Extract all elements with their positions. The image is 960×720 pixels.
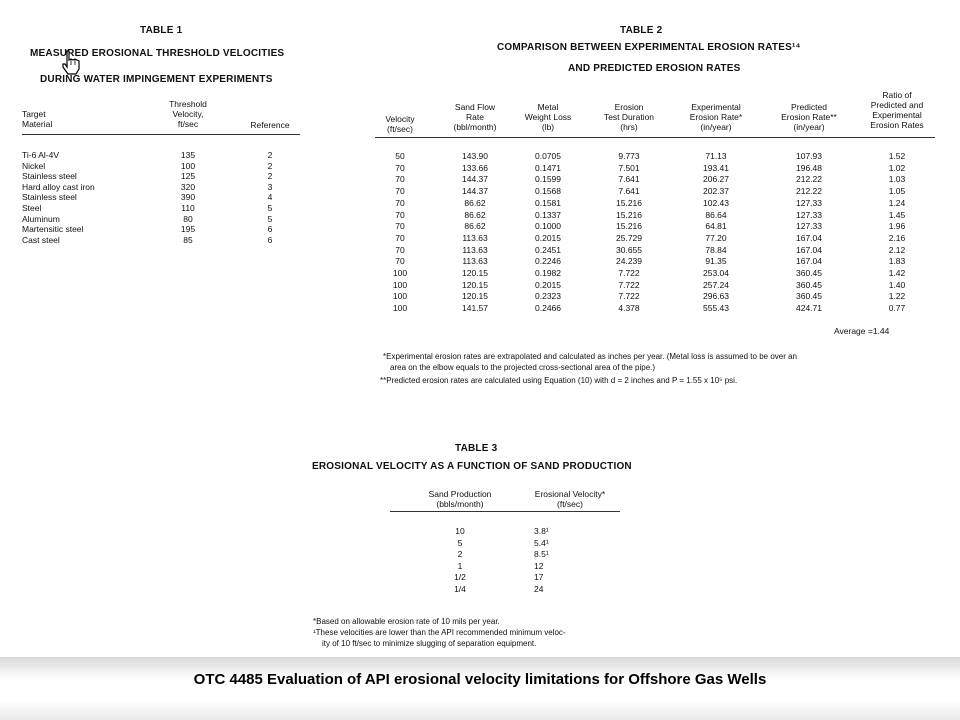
table2-cell: 15.216	[616, 209, 642, 220]
table1-cell-material: Aluminum	[22, 213, 60, 224]
table2-cell: 1.45	[888, 209, 906, 220]
table1-cell-material: Stainless steel	[22, 192, 77, 203]
table2-note2: **Predicted erosion rates are calculated using Equation (10) with d = 2 inches and P = 1.55 x 10⁵ psi.	[380, 376, 738, 385]
table2-cell: 212.22	[796, 186, 822, 197]
table2-cell: 70	[395, 221, 405, 232]
table2-title-line2: AND PREDICTED EROSION RATES	[568, 63, 741, 74]
table2-cell: 120.15	[462, 279, 488, 290]
table2-cell: 113.63	[462, 232, 488, 243]
table2-header-1: Sand Flow Rate (bbl/month)	[453, 102, 497, 132]
table2-cell: 1.22	[888, 291, 906, 302]
table1-cell-material: Nickel	[22, 160, 46, 171]
table2-cell: 1.83	[888, 256, 906, 267]
table2-note1-line1: *Experimental erosion rates are extrapolated and calculated as inches per year. (Metal loss is assumed to be over an	[383, 352, 797, 361]
table1-cell-reference: 3	[267, 181, 273, 192]
table2-header-0: Velocity (ft/sec)	[385, 114, 415, 134]
table1-cell-velocity: 85	[183, 234, 193, 245]
table1-cell-velocity: 195	[180, 224, 196, 235]
table2-cell: 4.378	[618, 303, 640, 314]
table2-cell: 141.57	[462, 303, 488, 314]
table2-cell: 120.15	[462, 268, 488, 278]
table2-note1-line2: area on the elbow equals to the projected cross-sectional area of the pipe.)	[390, 363, 656, 372]
table2-cell: 64.81	[705, 221, 727, 232]
table2-cell: 0.2015	[535, 232, 561, 243]
table2-header-4: Experimental Erosion Rate* (in/year)	[689, 102, 743, 132]
table2-cell: 253.04	[703, 268, 729, 278]
table2-cell: 70	[395, 209, 405, 220]
footer-caption: OTC 4485 Evaluation of API erosional velocity limitations for Offshore Gas Wells	[193, 671, 767, 688]
table2-cell: 70	[395, 162, 405, 173]
table2-cell: 7.722	[618, 268, 640, 278]
table2-cell: 0.1581	[535, 197, 561, 208]
table2-cell: 0.1982	[535, 268, 561, 278]
table1-cell-reference: 2	[267, 171, 273, 182]
table3-label: TABLE 3	[455, 443, 498, 454]
table2-cell: 143.90	[462, 151, 488, 161]
table3-cell-sand: 2	[457, 549, 463, 560]
table2-cell: 78.84	[705, 244, 727, 255]
table2-cell: 296.63	[703, 291, 729, 302]
table2-cell: 1.52	[888, 151, 906, 161]
table2-cell: 0.1337	[535, 209, 561, 220]
table2-cell: 7.722	[618, 291, 640, 302]
table2-header-2: Metal Weight Loss (lb)	[524, 102, 572, 132]
table3-col-velocity: Erosional Velocity* (ft/sec)	[534, 489, 606, 509]
table2-cell: 9.773	[618, 151, 640, 161]
table2-cell: 0.2466	[535, 303, 561, 314]
table1-col-reference: Reference	[250, 120, 290, 130]
table2-cell: 7.641	[618, 186, 640, 197]
table2-cell: 257.24	[703, 279, 729, 290]
table2-cell: 167.04	[796, 232, 822, 243]
table2-cell: 7.641	[618, 174, 640, 185]
table1-cell-velocity: 135	[180, 150, 196, 160]
table2-cell: 102.43	[703, 197, 729, 208]
table2-cell: 555.43	[703, 303, 729, 314]
table3-col-sand: Sand Production (bbls/month)	[428, 489, 492, 509]
hand-pointer-icon	[60, 50, 82, 76]
table2-cell: 360.45	[796, 279, 822, 290]
table3-note2-line2: ity of 10 ft/sec to minimize slugging of separation equipment.	[322, 639, 537, 648]
table3-header-rule	[390, 511, 620, 512]
table3-cell-velocity: 24	[534, 584, 544, 594]
table2-cell: 1.02	[888, 162, 906, 173]
table2-cell: 193.41	[703, 162, 729, 173]
table2-cell: 167.04	[796, 244, 822, 255]
table1-cell-reference: 2	[267, 160, 273, 171]
table2-cell: 100	[392, 279, 408, 290]
table2-cell: 86.62	[464, 221, 486, 232]
table2-cell: 0.2015	[535, 279, 561, 290]
table2-cell: 71.13	[705, 151, 727, 161]
table2-cell: 202.37	[703, 186, 729, 197]
table2-cell: 70	[395, 197, 405, 208]
table2-header-5: Predicted Erosion Rate** (in/year)	[781, 102, 837, 132]
table1-title-line2: DURING WATER IMPINGEMENT EXPERIMENTS	[40, 74, 273, 85]
table1-cell-reference: 5	[267, 203, 273, 213]
table3-cell-sand: 10	[455, 526, 465, 536]
table3-cell-sand: 1/2	[454, 572, 466, 583]
table1-cell-reference: 6	[267, 234, 273, 245]
table2-cell: 50	[395, 151, 405, 161]
table1-cell-velocity: 80	[183, 213, 193, 224]
table2-cell: 77.20	[705, 232, 727, 243]
table2-cell: 0.1599	[535, 174, 561, 185]
table2-cell: 0.1471	[535, 162, 561, 173]
table1-cell-velocity: 390	[180, 192, 196, 203]
table2-cell: 0.2451	[535, 244, 561, 255]
table1-col-target: Target Material	[22, 109, 53, 129]
table2-cell: 30.655	[616, 244, 642, 255]
table2-cell: 0.1568	[535, 186, 561, 197]
table2-cell: 86.62	[464, 209, 486, 220]
table3-title: EROSIONAL VELOCITY AS A FUNCTION OF SAND PRODUCTION	[312, 461, 632, 472]
table2-cell: 1.05	[888, 186, 906, 197]
table1-cell-material: Hard alloy cast iron	[22, 181, 95, 192]
table2-average: Average =1.44	[834, 326, 890, 336]
table1-cell-material: Steel	[22, 203, 42, 213]
table2-cell: 25.729	[616, 232, 642, 243]
table2-cell: 120.15	[462, 291, 488, 302]
table1-title-line1: MEASURED EROSIONAL THRESHOLD VELOCITIES	[30, 48, 285, 59]
table2-label: TABLE 2	[620, 25, 663, 36]
table2-cell: 0.77	[888, 303, 906, 314]
table2-cell: 113.63	[462, 256, 488, 267]
table2-header-rule	[375, 137, 935, 138]
table1-cell-material: Cast steel	[22, 234, 60, 245]
table2-cell: 424.71	[796, 303, 822, 314]
table2-cell: 1.24	[888, 197, 906, 208]
table2-cell: 144.37	[462, 186, 488, 197]
table3-cell-velocity: 17	[534, 572, 544, 583]
table1-cell-reference: 2	[267, 150, 273, 160]
table2-cell: 212.22	[796, 174, 822, 185]
table2-cell: 100	[392, 291, 408, 302]
table3-cell-sand: 5	[457, 537, 463, 548]
table2-cell: 2.16	[888, 232, 906, 243]
table1-cell-reference: 4	[267, 192, 273, 203]
table2-cell: 1.03	[888, 174, 906, 185]
table2-cell: 70	[395, 232, 405, 243]
table3-cell-velocity: 12	[534, 560, 544, 571]
table1-col-velocity: Threshold Velocity, ft/sec	[169, 99, 207, 129]
table2-cell: 86.64	[705, 209, 727, 220]
table2-header-6: Ratio of Predicted and Experimental Erosion Rates	[870, 90, 924, 130]
table2-cell: 100	[392, 303, 408, 314]
table2-cell: 24.239	[616, 256, 642, 267]
table2-cell: 360.45	[796, 291, 822, 302]
table2-cell: 1.42	[888, 268, 906, 278]
table2-cell: 7.722	[618, 279, 640, 290]
table2-cell: 70	[395, 186, 405, 197]
table2-header-3: Erosion Test Duration (hrs)	[603, 102, 655, 132]
table3-cell-velocity: 8.5¹	[534, 549, 549, 560]
table2-cell: 144.37	[462, 174, 488, 185]
table1-cell-reference: 6	[267, 224, 273, 235]
table3-note2-line1: ¹These velocities are lower than the API recommended minimum veloc-	[313, 628, 566, 637]
table2-cell: 0.2246	[535, 256, 561, 267]
table2-title-line1: COMPARISON BETWEEN EXPERIMENTAL EROSION RATES¹⁴	[497, 42, 801, 53]
table1-cell-velocity: 320	[180, 181, 196, 192]
table2-cell: 100	[392, 268, 408, 278]
table2-cell: 167.04	[796, 256, 822, 267]
table2-cell: 1.40	[888, 279, 906, 290]
table2-cell: 15.216	[616, 221, 642, 232]
table1-header-rule	[22, 134, 300, 135]
table2-cell: 2.12	[888, 244, 906, 255]
table1-cell-reference: 5	[267, 213, 273, 224]
table2-cell: 1.96	[888, 221, 906, 232]
table1-cell-material: Ti-6 Al-4V	[22, 150, 60, 160]
table3-cell-velocity: 3.8¹	[534, 526, 549, 536]
table3-cell-sand: 1	[457, 560, 463, 571]
table1-cell-velocity: 100	[180, 160, 196, 171]
table2-cell: 107.93	[796, 151, 822, 161]
table2-cell: 0.2323	[535, 291, 561, 302]
table1-label: TABLE 1	[140, 25, 183, 36]
table2-cell: 7.501	[618, 162, 640, 173]
table2-cell: 86.62	[464, 197, 486, 208]
table2-cell: 127.33	[796, 197, 822, 208]
table1-cell-velocity: 125	[180, 171, 196, 182]
table2-cell: 360.45	[796, 268, 822, 278]
table2-cell: 0.1000	[535, 221, 561, 232]
table2-cell: 91.35	[705, 256, 727, 267]
table1-cell-material: Stainless steel	[22, 171, 77, 182]
table2-cell: 113.63	[462, 244, 488, 255]
table2-cell: 15.216	[616, 197, 642, 208]
table1-cell-velocity: 110	[181, 203, 195, 213]
table2-cell: 206.27	[703, 174, 729, 185]
footer-bar	[0, 657, 960, 720]
table2-cell: 196.48	[796, 162, 822, 173]
table2-cell: 127.33	[796, 209, 822, 220]
table2-cell: 70	[395, 244, 405, 255]
table3-note1: *Based on allowable erosion rate of 10 mils per year.	[313, 617, 500, 626]
table3-cell-velocity: 5.4¹	[534, 537, 549, 548]
table3-cell-sand: 1/4	[454, 584, 466, 594]
table2-cell: 70	[395, 174, 405, 185]
table1-cell-material: Martensitic steel	[22, 224, 84, 235]
table2-cell: 127.33	[796, 221, 822, 232]
table2-cell: 133.66	[462, 162, 488, 173]
table2-cell: 0.0705	[535, 151, 561, 161]
table2-cell: 70	[395, 256, 405, 267]
